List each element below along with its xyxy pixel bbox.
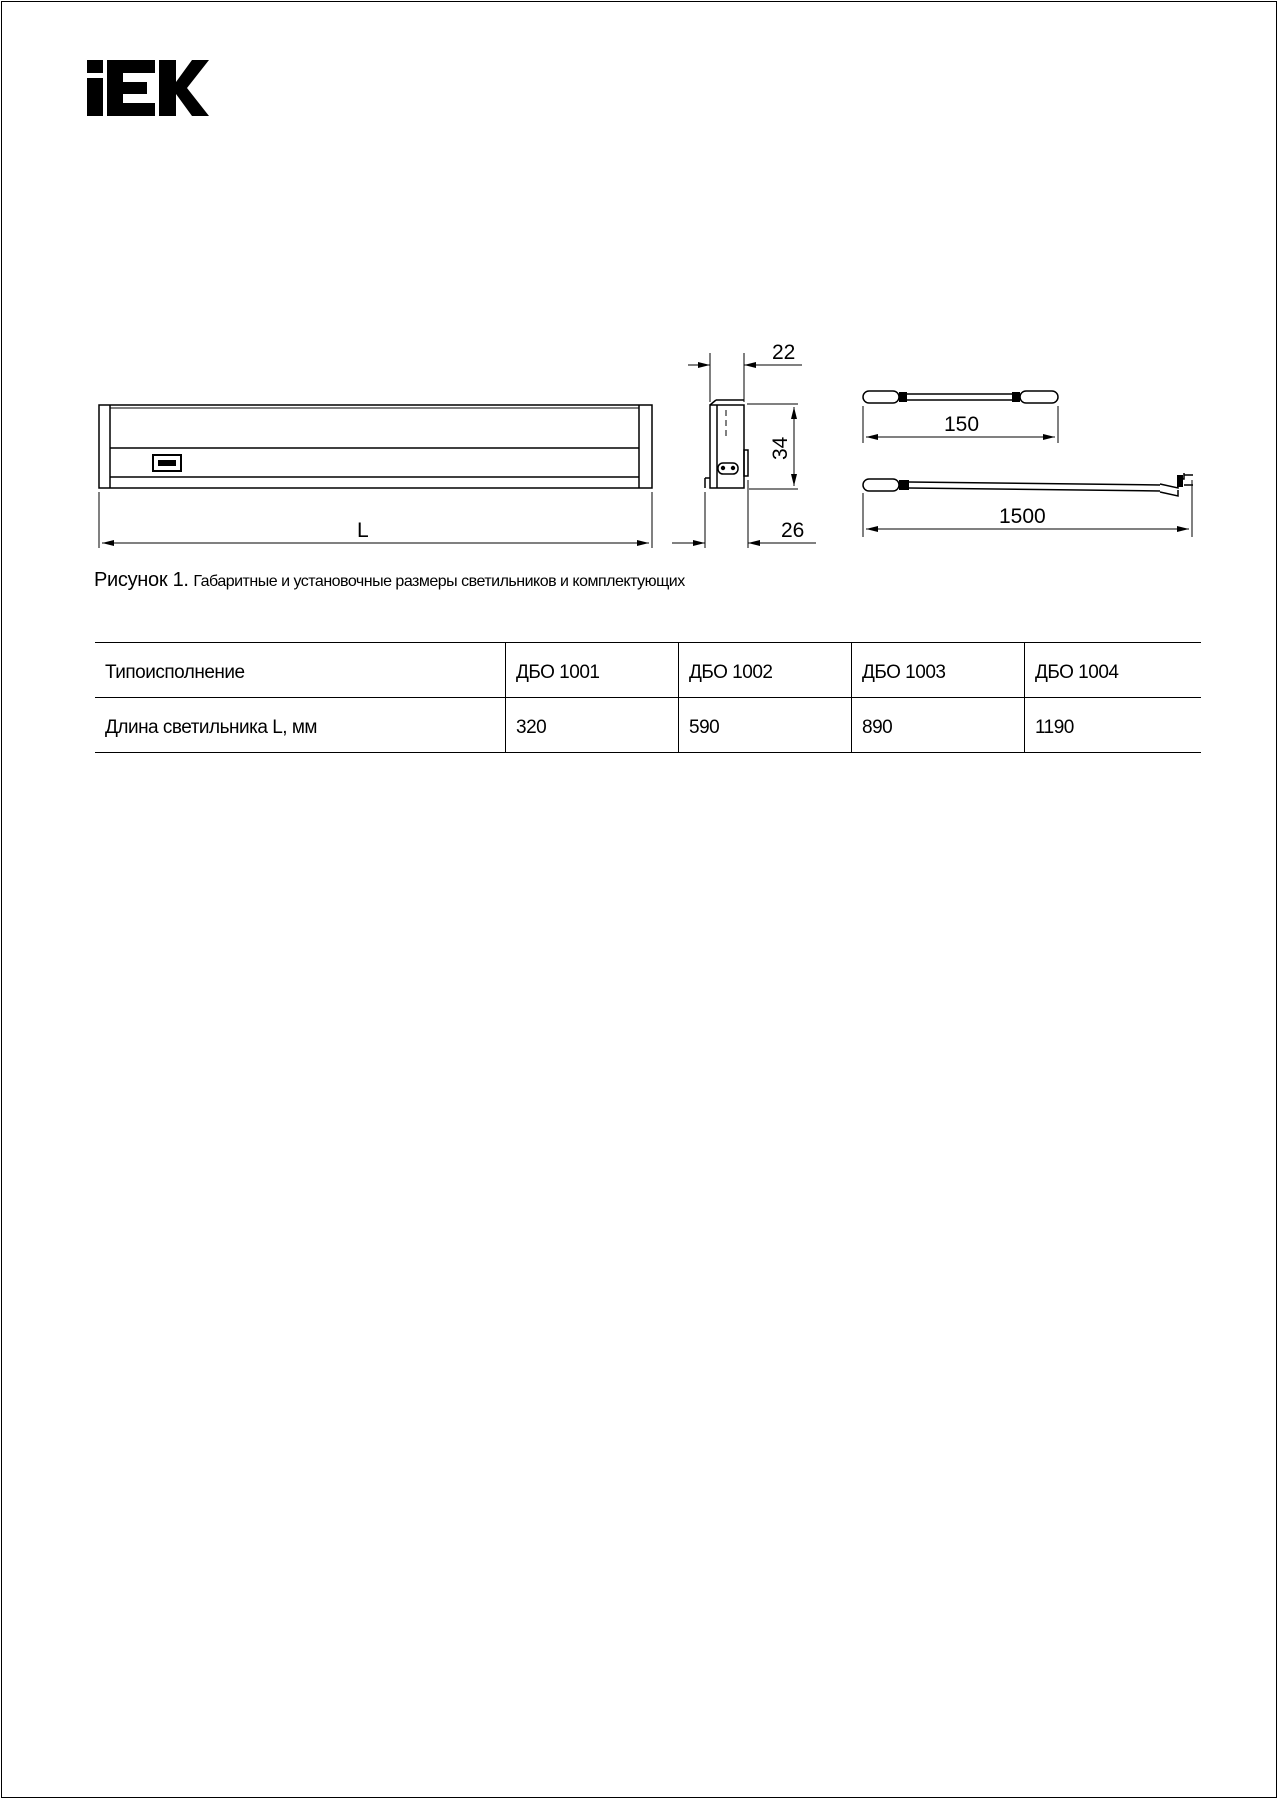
table-cell: ДБО 1002 (679, 643, 852, 698)
table-row (95, 698, 1201, 753)
dimension-34-label: 34 (769, 436, 792, 460)
figure-caption (94, 569, 685, 592)
long-power-cable (863, 473, 1193, 496)
table-row-label: Длина светильника L, мм (95, 698, 506, 753)
table-cell: ДБО 1004 (1025, 643, 1202, 698)
dimension-22-label: 22 (772, 341, 796, 364)
table-cell: 590 (679, 698, 852, 753)
table-cell: 1190 (1025, 698, 1202, 753)
dimension-drawing (0, 0, 1280, 560)
dimension-l-label: L (357, 519, 369, 542)
table-cell: ДБО 1001 (506, 643, 679, 698)
short-connector-cable (863, 391, 1058, 403)
side-mount-slot-icon (718, 463, 738, 474)
figure-caption-lead: Рисунок 1. (94, 569, 189, 591)
luminaire-side-view (705, 400, 748, 488)
table-cell: ДБО 1003 (852, 643, 1025, 698)
figure-caption-text: Габаритные и установочные размеры светильников и комплектующих (193, 573, 685, 590)
table-row-label: Типоисполнение (95, 643, 506, 698)
dimension-1500-label: 1500 (999, 505, 1046, 528)
dimension-l (99, 492, 652, 548)
table-row (95, 643, 1201, 698)
dimension-150-label: 150 (944, 413, 980, 436)
switch-icon (153, 455, 181, 471)
luminaire-front-view (99, 405, 652, 488)
dimension-26-label: 26 (781, 519, 805, 542)
table-cell: 890 (852, 698, 1025, 753)
spec-table (95, 642, 1201, 753)
table-cell: 320 (506, 698, 679, 753)
